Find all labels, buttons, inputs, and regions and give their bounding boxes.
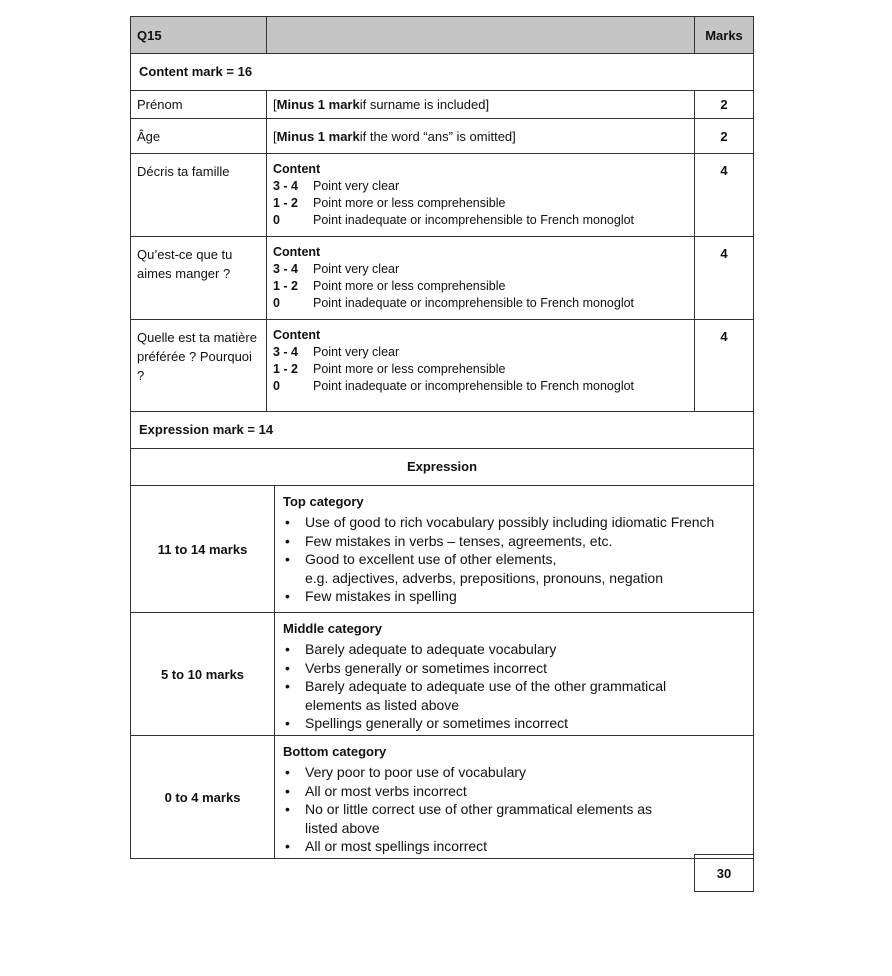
expression-row-bottom <box>130 736 754 859</box>
criterion-marks: 4 <box>720 163 728 178</box>
criterion-marks: 4 <box>720 246 728 261</box>
descriptor-continuation: e.g. adjectives, adverbs, prepositions, pronouns, negation <box>305 569 664 586</box>
expression-heading: Expression <box>130 449 754 486</box>
category-title: Middle category <box>283 621 382 636</box>
content-title: Content <box>273 328 321 342</box>
criterion-label: Âge <box>131 119 267 153</box>
criterion-row-matiere <box>130 320 754 412</box>
descriptor: • Few mistakes in spelling <box>305 587 745 606</box>
criterion-label: Quelle est ta matière préférée ? Pourquoi ? <box>131 320 267 411</box>
category-descriptors <box>275 736 753 858</box>
total-marks: 30 <box>694 854 754 892</box>
criterion-label: Qu’est-ce que tu aimes manger ? <box>131 237 267 319</box>
criterion-label: Décris ta famille <box>131 154 267 236</box>
category-title: Top category <box>283 494 364 509</box>
expression-mark-row: Expression mark = 14 <box>130 412 754 449</box>
expression-row-top <box>130 486 754 613</box>
expression-row-middle <box>130 613 754 736</box>
category-descriptors <box>275 613 753 735</box>
descriptor: • Very poor to poor use of vocabulary <box>305 763 745 782</box>
mark-scheme-table <box>130 16 754 859</box>
criterion-bands: Content 3 - 4 Point very clear 1 - 2 Point more or less comprehensible 0 Point inadequate or incomprehensible to French monoglot <box>267 154 695 236</box>
content-title: Content <box>273 162 321 176</box>
criterion-bands: Content 3 - 4 Point very clear 1 - 2 Point more or less comprehensible 0 Point inadequate or incomprehensible to French monoglot <box>267 320 695 411</box>
criterion-marks: 2 <box>720 97 728 112</box>
descriptor: • All or most spellings incorrect <box>305 837 745 856</box>
mark-range: 0 to 4 marks <box>131 736 275 858</box>
descriptor: • All or most verbs incorrect <box>305 782 745 801</box>
category-title: Bottom category <box>283 744 387 759</box>
mark-range: 11 to 14 marks <box>131 486 275 612</box>
descriptor: • Few mistakes in verbs – tenses, agreements, etc. <box>305 532 745 551</box>
criterion-note: [ Minus 1 mark if surname is included] <box>267 91 695 118</box>
content-mark-row: Content mark = 16 <box>130 54 754 91</box>
descriptor: • Good to excellent use of other elements, <box>305 550 745 569</box>
criterion-bands: Content 3 - 4 Point very clear 1 - 2 Point more or less comprehensible 0 Point inadequate or incomprehensible to French monoglot <box>267 237 695 319</box>
marks-heading: Marks <box>705 27 743 43</box>
question-number: Q15 <box>131 17 267 53</box>
mark-range: 5 to 10 marks <box>131 613 275 735</box>
criterion-row-manger <box>130 237 754 320</box>
descriptor: • Verbs generally or sometimes incorrect <box>305 659 745 678</box>
header-row <box>130 16 754 54</box>
criterion-row-famille <box>130 154 754 237</box>
criterion-row-age <box>130 119 754 154</box>
criterion-marks: 2 <box>720 128 728 144</box>
content-title: Content <box>273 245 321 259</box>
header-middle <box>267 17 695 53</box>
criterion-row-prenom <box>130 91 754 119</box>
criterion-marks: 4 <box>720 329 728 344</box>
descriptor: • Barely adequate to adequate vocabulary <box>305 640 745 659</box>
descriptor: • Use of good to rich vocabulary possibly including idiomatic French <box>305 513 745 532</box>
criterion-note: [ Minus 1 mark if the word “ans” is omitted] <box>267 119 695 153</box>
criterion-label: Prénom <box>131 91 267 118</box>
descriptor: • Barely adequate to adequate use of the other grammatical elements as listed above <box>305 677 745 714</box>
descriptor: • Spellings generally or sometimes incorrect <box>305 714 745 733</box>
category-descriptors <box>275 486 753 612</box>
descriptor: • No or little correct use of other grammatical elements as listed above <box>305 800 745 837</box>
